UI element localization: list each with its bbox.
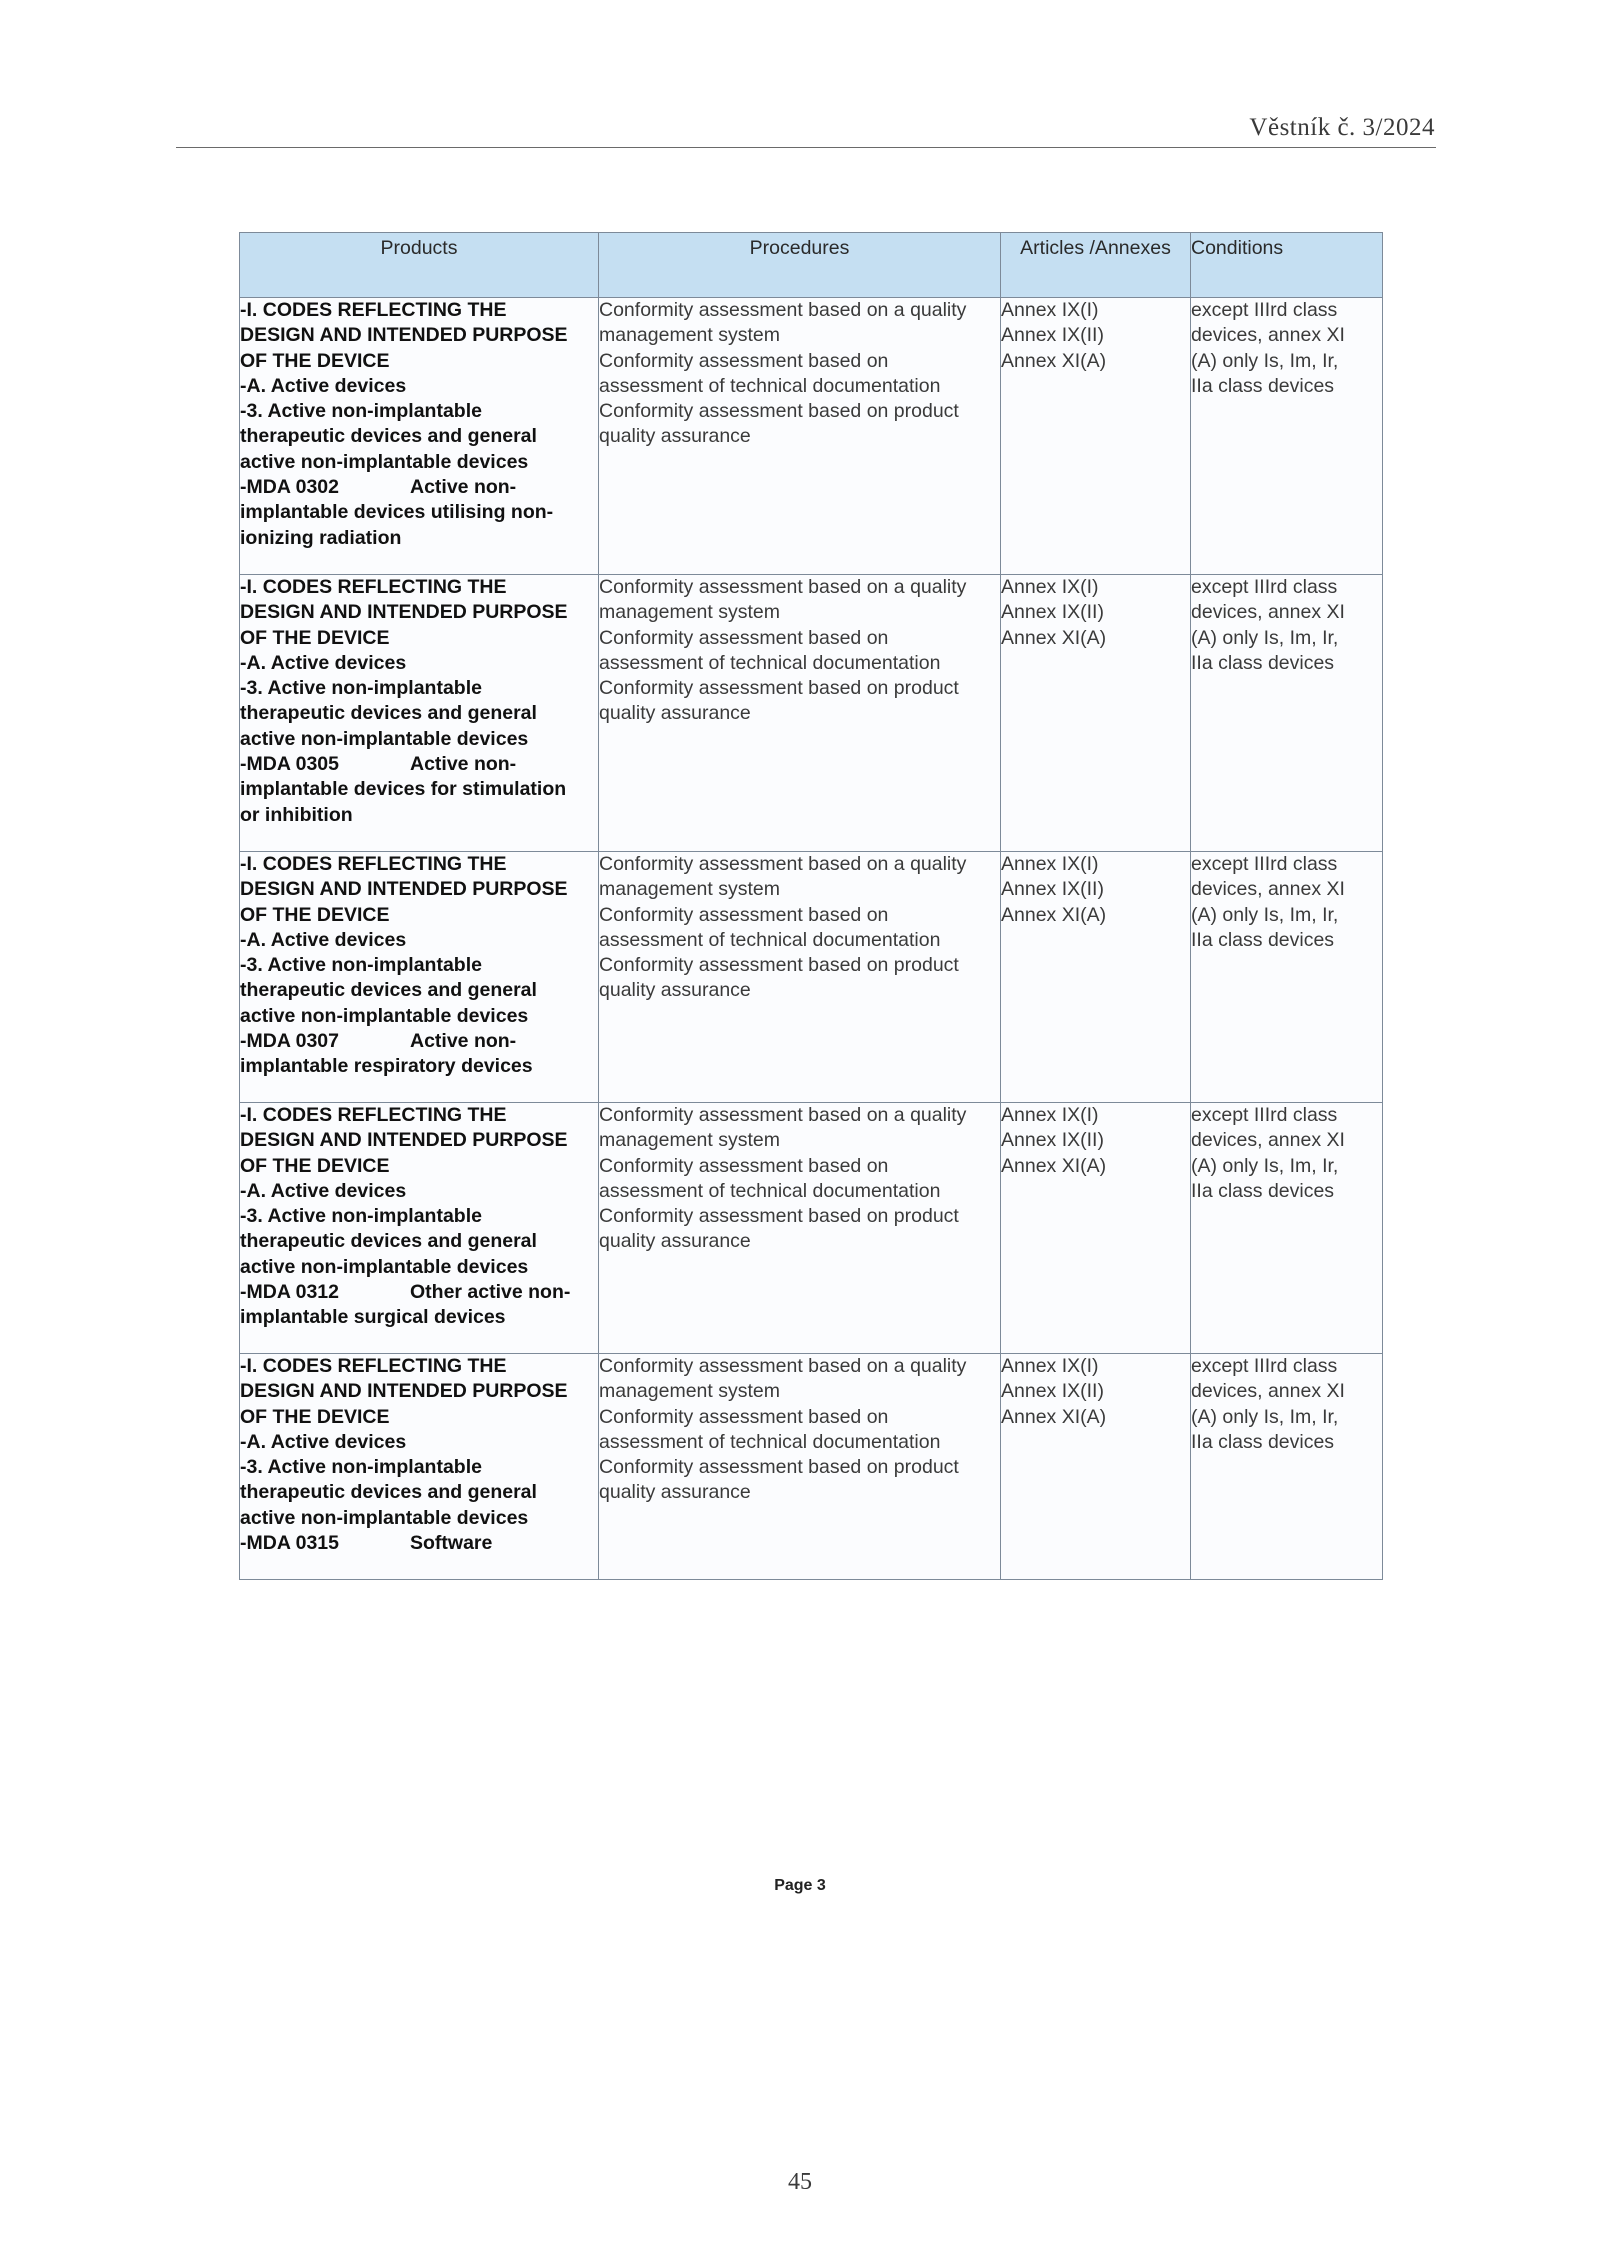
procedure-line: Conformity assessment based on a quality	[599, 853, 967, 875]
condition-line: IIa class devices	[1191, 374, 1335, 397]
procedure-line: assessment of technical documentation	[599, 651, 941, 674]
annex-line: Annex IX(II)	[1001, 1380, 1104, 1403]
conditions-cell	[1191, 852, 1383, 1103]
condition-line: except IIIrd class	[1191, 1104, 1338, 1126]
product-line: DESIGN AND INTENDED PURPOSE	[240, 878, 568, 901]
procedures-table	[239, 232, 1383, 1580]
annexes-cell	[1001, 298, 1191, 575]
header-procedures: Procedures	[599, 233, 1001, 298]
condition-line: IIa class devices	[1191, 1179, 1335, 1202]
annex-line: Annex XI(A)	[1001, 1405, 1107, 1428]
annex-line: Annex IX(II)	[1001, 601, 1104, 624]
annex-line: Annex IX(II)	[1001, 324, 1104, 347]
page-number: 45	[788, 2169, 812, 2195]
procedure-line: Conformity assessment based on a quality	[599, 1104, 967, 1126]
mda-title-continued: implantable surgical devices	[240, 1306, 506, 1329]
mda-code: -MDA 0302	[240, 476, 339, 499]
annex-line: Annex XI(A)	[1001, 903, 1107, 926]
product-line: active non-implantable devices	[240, 450, 529, 473]
products-cell	[240, 298, 599, 575]
procedure-line: assessment of technical documentation	[599, 1179, 941, 1202]
condition-line: devices, annex XI	[1191, 1380, 1345, 1403]
mda-code: -MDA 0315	[240, 1532, 339, 1555]
page-label: Page 3	[774, 1877, 826, 1894]
procedure-line: Conformity assessment based on product	[599, 954, 959, 977]
product-line: active non-implantable devices	[240, 1255, 529, 1278]
procedure-line: quality assurance	[599, 1230, 751, 1253]
header-divider	[176, 147, 1436, 148]
product-line: therapeutic devices and general	[240, 979, 537, 1002]
annex-line: Annex XI(A)	[1001, 349, 1107, 372]
procedure-line: quality assurance	[599, 425, 751, 448]
condition-line: IIa class devices	[1191, 928, 1335, 951]
procedure-line: Conformity assessment based on a quality	[599, 1355, 967, 1377]
condition-line: (A) only Is, Im, Ir,	[1191, 626, 1339, 649]
product-line: -I. CODES REFLECTING THE	[240, 1104, 507, 1126]
product-line: -I. CODES REFLECTING THE	[240, 1355, 507, 1377]
condition-line: except IIIrd class	[1191, 299, 1338, 321]
product-line: -I. CODES REFLECTING THE	[240, 853, 507, 875]
table-header-row	[240, 233, 1383, 298]
mda-line	[240, 752, 598, 777]
product-line: DESIGN AND INTENDED PURPOSE	[240, 601, 568, 624]
procedure-line: management system	[599, 324, 780, 347]
annex-line: Annex IX(I)	[1001, 1355, 1099, 1377]
mda-title: Active non-	[410, 476, 517, 499]
condition-line: devices, annex XI	[1191, 324, 1345, 347]
procedure-line: quality assurance	[599, 702, 751, 725]
procedures-cell	[599, 298, 1001, 575]
product-line: therapeutic devices and general	[240, 1481, 537, 1504]
procedure-line: assessment of technical documentation	[599, 928, 941, 951]
procedure-line: management system	[599, 878, 780, 901]
procedure-line: Conformity assessment based on product	[599, 400, 959, 423]
procedures-cell	[599, 852, 1001, 1103]
annex-line: Annex IX(II)	[1001, 1129, 1104, 1152]
annex-line: Annex XI(A)	[1001, 626, 1107, 649]
product-line: -A. Active devices	[240, 651, 407, 674]
annex-line: Annex IX(I)	[1001, 299, 1099, 321]
table-row	[240, 1103, 1383, 1354]
product-line: OF THE DEVICE	[240, 349, 390, 372]
conditions-cell	[1191, 298, 1383, 575]
annexes-cell	[1001, 1354, 1191, 1580]
condition-line: except IIIrd class	[1191, 576, 1338, 598]
procedure-line: management system	[599, 1129, 780, 1152]
product-line: DESIGN AND INTENDED PURPOSE	[240, 1380, 568, 1403]
procedures-cell	[599, 1354, 1001, 1580]
procedure-line: quality assurance	[599, 1481, 751, 1504]
procedure-line: Conformity assessment based on a quality	[599, 299, 967, 321]
mda-code: -MDA 0307	[240, 1030, 339, 1053]
header-articles-annexes: Articles /Annexes	[1001, 233, 1191, 298]
products-cell	[240, 852, 599, 1103]
product-line: -A. Active devices	[240, 928, 407, 951]
annexes-cell	[1001, 575, 1191, 852]
mda-code: -MDA 0305	[240, 753, 339, 776]
procedure-line: Conformity assessment based on	[599, 626, 889, 649]
product-line: therapeutic devices and general	[240, 1230, 537, 1253]
procedure-line: quality assurance	[599, 979, 751, 1002]
product-line: active non-implantable devices	[240, 1506, 529, 1529]
condition-line: (A) only Is, Im, Ir,	[1191, 1154, 1339, 1177]
product-line: -3. Active non-implantable	[240, 1205, 482, 1228]
condition-line: devices, annex XI	[1191, 601, 1345, 624]
condition-line: devices, annex XI	[1191, 878, 1345, 901]
product-line: OF THE DEVICE	[240, 1405, 390, 1428]
conditions-cell	[1191, 575, 1383, 852]
product-line: therapeutic devices and general	[240, 425, 537, 448]
procedure-line: Conformity assessment based on a quality	[599, 576, 967, 598]
condition-line: except IIIrd class	[1191, 853, 1338, 875]
procedure-line: Conformity assessment based on product	[599, 677, 959, 700]
conditions-cell	[1191, 1354, 1383, 1580]
condition-line: devices, annex XI	[1191, 1129, 1345, 1152]
procedure-line: Conformity assessment based on	[599, 1405, 889, 1428]
annex-line: Annex XI(A)	[1001, 1154, 1107, 1177]
mda-title-continued: implantable devices utilising non-	[240, 501, 554, 524]
product-line: OF THE DEVICE	[240, 903, 390, 926]
condition-line: (A) only Is, Im, Ir,	[1191, 349, 1339, 372]
mda-title: Other active non-	[410, 1281, 571, 1304]
mda-title: Active non-	[410, 753, 517, 776]
product-line: active non-implantable devices	[240, 1004, 529, 1027]
product-line: -A. Active devices	[240, 1430, 407, 1453]
procedure-line: management system	[599, 1380, 780, 1403]
procedure-line: Conformity assessment based on	[599, 903, 889, 926]
procedure-line: Conformity assessment based on product	[599, 1456, 959, 1479]
annex-line: Annex IX(I)	[1001, 853, 1099, 875]
annex-line: Annex IX(I)	[1001, 1104, 1099, 1126]
product-line: -3. Active non-implantable	[240, 677, 482, 700]
conditions-cell	[1191, 1103, 1383, 1354]
product-line: -3. Active non-implantable	[240, 400, 482, 423]
products-cell	[240, 1354, 599, 1580]
annex-line: Annex IX(II)	[1001, 878, 1104, 901]
annex-line: Annex IX(I)	[1001, 576, 1099, 598]
product-line: DESIGN AND INTENDED PURPOSE	[240, 324, 568, 347]
product-line: -3. Active non-implantable	[240, 954, 482, 977]
procedure-line: assessment of technical documentation	[599, 374, 941, 397]
mda-title: Active non-	[410, 1030, 517, 1053]
mda-title: Software	[410, 1532, 493, 1555]
procedure-line: Conformity assessment based on	[599, 349, 889, 372]
condition-line: except IIIrd class	[1191, 1355, 1338, 1377]
procedure-line: Conformity assessment based on product	[599, 1205, 959, 1228]
header-products: Products	[240, 233, 599, 298]
mda-title-continued: implantable respiratory devices	[240, 1055, 533, 1078]
product-line: -3. Active non-implantable	[240, 1456, 482, 1479]
table-row	[240, 298, 1383, 575]
annexes-cell	[1001, 852, 1191, 1103]
product-line: -I. CODES REFLECTING THE	[240, 576, 507, 598]
condition-line: (A) only Is, Im, Ir,	[1191, 1405, 1339, 1428]
table-row	[240, 1354, 1383, 1580]
products-cell	[240, 1103, 599, 1354]
annexes-cell	[1001, 1103, 1191, 1354]
mda-line	[240, 1280, 598, 1305]
condition-line: IIa class devices	[1191, 1430, 1335, 1453]
condition-line: IIa class devices	[1191, 651, 1335, 674]
mda-title-continued: or inhibition	[240, 803, 353, 826]
mda-line	[240, 475, 598, 500]
product-line: therapeutic devices and general	[240, 702, 537, 725]
table-row	[240, 575, 1383, 852]
procedures-cell	[599, 575, 1001, 852]
product-line: -A. Active devices	[240, 1179, 407, 1202]
product-line: -A. Active devices	[240, 374, 407, 397]
product-line: DESIGN AND INTENDED PURPOSE	[240, 1129, 568, 1152]
mda-code: -MDA 0312	[240, 1281, 339, 1304]
mda-line	[240, 1531, 598, 1556]
mda-title-continued: ionizing radiation	[240, 526, 402, 549]
mda-line	[240, 1029, 598, 1054]
procedure-line: Conformity assessment based on	[599, 1154, 889, 1177]
product-line: -I. CODES REFLECTING THE	[240, 299, 507, 321]
products-cell	[240, 575, 599, 852]
product-line: OF THE DEVICE	[240, 626, 390, 649]
procedures-cell	[599, 1103, 1001, 1354]
header-conditions: Conditions	[1191, 233, 1383, 298]
condition-line: (A) only Is, Im, Ir,	[1191, 903, 1339, 926]
table-row	[240, 852, 1383, 1103]
product-line: OF THE DEVICE	[240, 1154, 390, 1177]
bulletin-title: Věstník č. 3/2024	[1249, 114, 1435, 141]
product-line: active non-implantable devices	[240, 727, 529, 750]
procedure-line: management system	[599, 601, 780, 624]
procedure-line: assessment of technical documentation	[599, 1430, 941, 1453]
mda-title-continued: implantable devices for stimulation	[240, 778, 567, 801]
